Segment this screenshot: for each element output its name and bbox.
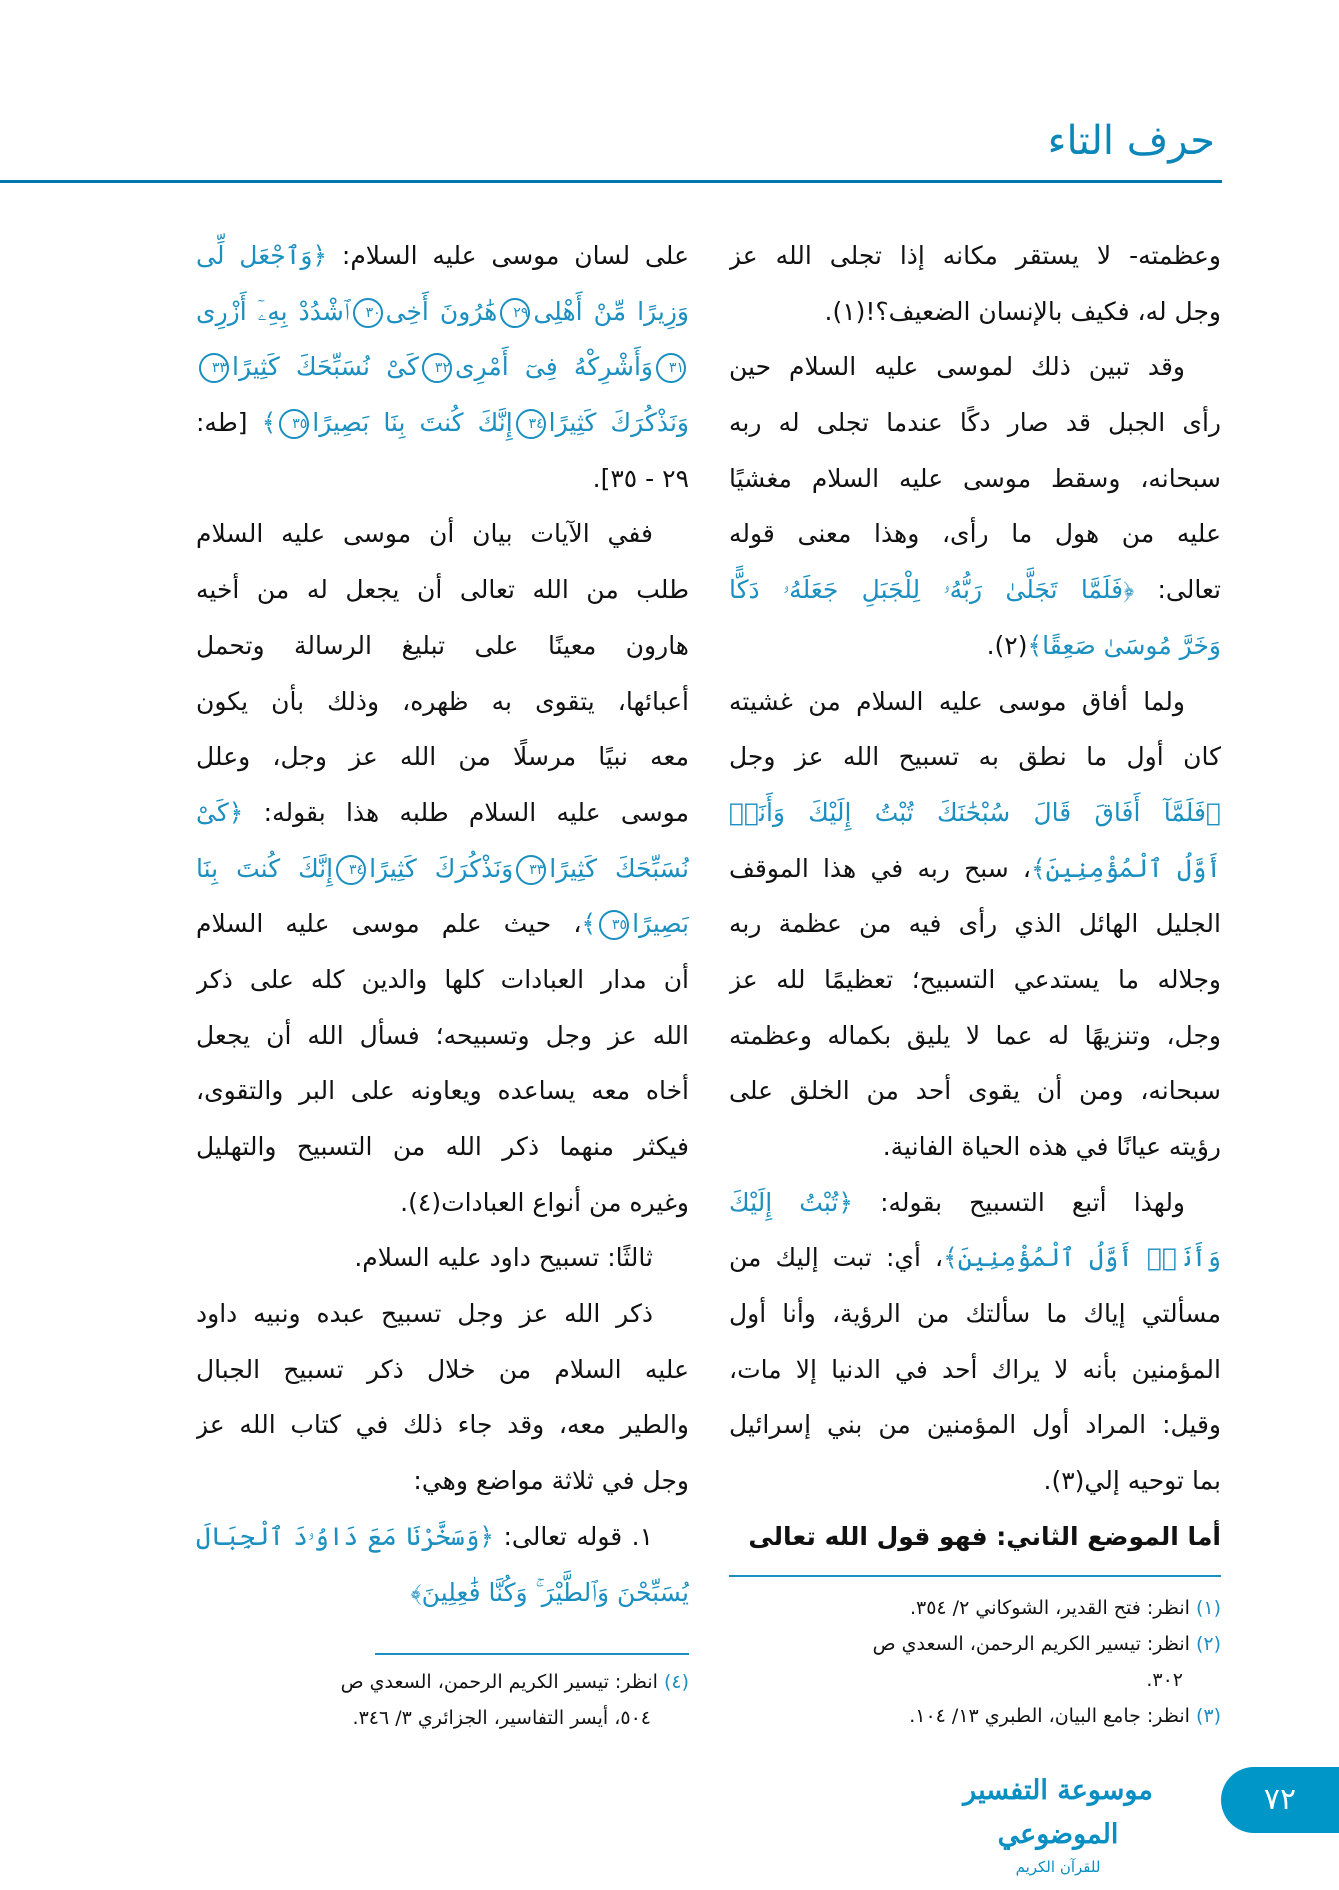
verse-number-marker: ٣٤ — [336, 855, 366, 885]
body-text: ، أي: تبت إليك من — [729, 1243, 944, 1273]
quran-verse: ﴿كَىْ — [196, 797, 244, 827]
body-text: وجل، وتنزيهًا له عما لا يليق بكماله وعظمته — [729, 1020, 1221, 1050]
footnote-line — [729, 1662, 1221, 1698]
paragraph — [729, 339, 1221, 673]
paragraph — [196, 1230, 689, 1286]
text-line — [729, 228, 1221, 284]
footnote-text: ٣٠٢. — [1146, 1669, 1183, 1691]
text-line — [196, 1509, 689, 1565]
body-text: ثالثًا: تسبيح داود عليه السلام. — [354, 1243, 653, 1273]
text-line — [196, 785, 689, 841]
body-text: ففي الآيات بيان أن موسى عليه السلام — [196, 519, 653, 549]
body-text: وجل له، فكيف بالإنسان الضعيف؟!(١). — [824, 296, 1221, 326]
paragraph — [196, 506, 689, 1230]
text-line — [196, 1286, 689, 1342]
quran-verse: يُسَبِّحْنَ وَٱلطَّيْرَ ۚ وَكُنَّا فَٰعِلِينَ﴾ — [410, 1577, 689, 1607]
body-text: ٢٩ - ٣٥]. — [592, 463, 689, 493]
page-number: ٧٢ — [1221, 1767, 1339, 1833]
body-text: ، سبح ربه في هذا الموقف — [729, 853, 1031, 883]
body-text: الله عز وجل وتسبيحه؛ فسأل الله أن يجعل — [196, 1020, 689, 1050]
body-text: معه نبيًا مرسلًا من الله عز وجل، وعلل — [196, 742, 689, 772]
body-text: وقيل: المراد أول المؤمنين من بني إسرائيل — [729, 1410, 1221, 1440]
paragraph — [729, 1175, 1221, 1509]
verse-number-marker: ٣٥ — [599, 910, 629, 940]
body-text: وجلاله ما يستدعي التسبيح؛ تعظيمًا لله عز — [729, 964, 1221, 994]
footnote-line — [729, 1626, 1221, 1662]
left-column — [196, 228, 689, 1620]
quran-verse: ﴾ — [581, 909, 597, 939]
verse-number-marker: ٣٠ — [353, 298, 383, 328]
body-text: سبحانه، ومن أن يقوى أحد من الخلق على — [729, 1076, 1221, 1106]
text-line — [729, 1286, 1221, 1342]
paragraph — [196, 1509, 689, 1620]
text-line — [196, 1453, 689, 1509]
text-line — [196, 562, 689, 618]
verse-number-marker: ٣٢ — [422, 353, 452, 383]
body-text: ولما أفاق موسى عليه السلام من غشيته — [729, 686, 1185, 716]
text-line — [196, 284, 689, 340]
text-line — [196, 674, 689, 730]
verse-number-marker: ٣٣ — [199, 353, 229, 383]
body-text: مسألتي إياك ما سألتك من الرؤية، وأنا أول — [729, 1299, 1221, 1329]
text-line — [729, 841, 1221, 897]
footnote-text: انظر: فتح القدير، الشوكاني ٢/ ٣٥٤. — [909, 1597, 1190, 1619]
text-line — [196, 618, 689, 674]
text-line — [729, 1008, 1221, 1064]
body-text: أن مدار العبادات كلها والدين كله على ذكر — [196, 964, 689, 994]
text-line — [196, 1342, 689, 1398]
footnote-divider-right — [729, 1575, 1221, 1577]
body-text: [طه: — [196, 408, 262, 438]
quran-verse: ٱشْدُدْ بِهِۦٓ أَزْرِى — [196, 296, 350, 326]
body-text: ، حيث علم موسى عليه السلام — [196, 909, 582, 939]
text-line — [729, 1230, 1221, 1286]
body-text: أعبائها، يتقوى به ظهره، وذلك بأن يكون — [196, 686, 689, 716]
text-line — [729, 1063, 1221, 1119]
body-text: طلب من الله تعالى أن يجعل له من أخيه — [196, 575, 689, 605]
text-line — [196, 1119, 689, 1175]
text-line — [196, 339, 689, 395]
logo-subtitle: للقرآن الكريم — [1015, 1858, 1101, 1876]
body-text: (٢). — [986, 630, 1028, 660]
text-line — [729, 562, 1221, 618]
footnote-text: انظر: تيسير الكريم الرحمن، السعدي ص — [872, 1633, 1190, 1655]
text-line — [196, 1397, 689, 1453]
quran-verse: كَىْ نُسَبِّحَكَ كَثِيرًا — [232, 352, 419, 382]
footnote-text: انظر: تيسير الكريم الرحمن، السعدي ص — [340, 1671, 658, 1693]
body-text: هارون معينًا على تبليغ الرسالة وتحمل — [196, 630, 689, 660]
quran-verse: وَأَنَا۠ أَوَّلُ ٱلْمُؤْمِنِينَ﴾ — [943, 1243, 1221, 1273]
body-text: وجل في ثلاثة مواضع وهي: — [413, 1466, 689, 1496]
body-text: أخاه معه يساعده ويعاونه على البر والتقوى، — [196, 1076, 689, 1106]
quran-verse: هَٰرُونَ أَخِى — [385, 296, 498, 326]
body-text: سبحانه، وسقط موسى عليه السلام مغشيًا — [729, 463, 1221, 493]
body-text: وعظمته- لا يستقر مكانه إذا تجلى الله عز — [729, 241, 1221, 270]
text-line — [729, 1119, 1221, 1175]
paragraph — [729, 674, 1221, 1175]
text-line — [729, 1175, 1221, 1231]
quran-verse: ﴿وَٱجْعَل لِّى — [196, 241, 328, 270]
body-text: رؤيته عيانًا في هذه الحياة الفانية. — [882, 1132, 1221, 1161]
quran-verse: إِنَّكَ كُنتَ بِنَا بَصِيرًا — [312, 408, 513, 438]
text-line — [729, 1397, 1221, 1453]
footnote-divider-left — [375, 1653, 689, 1655]
quran-verse: نُسَبِّحَكَ كَثِيرًا — [549, 853, 689, 883]
text-line — [729, 451, 1221, 507]
quran-verse: ﴿وَسَخَّرْنَا مَعَ دَاوُۥدَ ٱلْجِبَالَ — [196, 1521, 495, 1551]
body-text: ذكر الله عز وجل تسبيح عبده ونبيه داود — [196, 1299, 653, 1329]
text-line — [196, 952, 689, 1008]
header-divider — [0, 180, 1222, 183]
footnote-marker: (١) — [1195, 1597, 1221, 1619]
text-line — [729, 952, 1221, 1008]
quran-verse: وَنَذْكُرَكَ كَثِيرًا — [548, 408, 689, 438]
encyclopedia-logo — [934, 1769, 1182, 1876]
footnote-marker: (٣) — [1195, 1705, 1221, 1727]
quran-verse: ﴿تُبْتُ إِلَيْكَ — [729, 1187, 853, 1217]
paragraph — [196, 1286, 689, 1509]
footnote-text: ٥٠٤، أيسر التفاسير، الجزائري ٣/ ٣٤٦. — [352, 1707, 651, 1729]
text-line — [196, 1230, 689, 1286]
verse-number-marker: ٣٥ — [279, 409, 309, 439]
text-line — [729, 395, 1221, 451]
quran-verse: ﴿فَلَمَّآ أَفَاقَ قَالَ سُبْحَٰنَكَ تُبْتُ إِلَيْكَ وَأَنَا۠ — [729, 797, 1221, 827]
verse-number-marker: ٣٤ — [516, 409, 546, 439]
body-text: فيكثر منهما ذكر الله من التسبيح والتهليل — [196, 1132, 689, 1161]
body-text: موسى عليه السلام طلبه هذا بقوله: — [243, 797, 689, 827]
text-line — [196, 841, 689, 897]
text-line — [196, 729, 689, 785]
paragraph — [196, 228, 689, 506]
footnote-marker: (٢) — [1195, 1633, 1221, 1655]
paragraph — [729, 228, 1221, 339]
text-line — [196, 1175, 689, 1231]
body-text: كان أول ما نطق به تسبيح الله عز وجل — [729, 742, 1221, 772]
footnote-text: انظر: جامع البيان، الطبري ١٣/ ١٠٤. — [909, 1705, 1190, 1727]
body-text: وقد تبين ذلك لموسى عليه السلام حين — [729, 352, 1185, 382]
text-line — [729, 785, 1221, 841]
footnote-line — [729, 1698, 1221, 1734]
footnote-line — [729, 1590, 1221, 1626]
footnote-marker: (٤) — [663, 1671, 689, 1693]
text-line — [196, 1008, 689, 1064]
body-text: تعالى: — [1134, 575, 1221, 605]
quran-verse: أَوَّلُ ٱلْمُؤْمِنِينَ﴾ — [1031, 853, 1221, 883]
text-line — [729, 674, 1221, 730]
verse-number-marker: ٢٩ — [500, 298, 530, 328]
text-line — [196, 896, 689, 952]
quran-verse: وَنَذْكُرَكَ كَثِيرًا — [369, 853, 514, 883]
body-text: وغيره من أنواع العبادات(٤). — [400, 1187, 689, 1217]
footnote-line — [196, 1664, 689, 1700]
quran-verse: إِنَّكَ كُنتَ بِنَا — [196, 853, 334, 883]
text-line — [729, 506, 1221, 562]
logo-title: موسوعة التفسير الموضوعي — [963, 1775, 1153, 1850]
quran-verse: وَزِيرًا مِّنْ أَهْلِى — [533, 296, 689, 326]
footnotes-right — [729, 1590, 1221, 1734]
text-line — [729, 1342, 1221, 1398]
text-line — [196, 395, 689, 451]
body-text: أما الموضع الثاني: فهو قول الله تعالى — [748, 1521, 1221, 1551]
text-line — [729, 618, 1221, 674]
quran-verse: بَصِيرًا — [632, 909, 689, 939]
body-text: عليه السلام من خلال ذكر تسبيح الجبال — [196, 1354, 689, 1384]
text-line — [729, 1509, 1221, 1565]
paragraph — [729, 1509, 1221, 1565]
text-line — [729, 729, 1221, 785]
footnotes-left — [196, 1664, 689, 1736]
verse-number-marker: ٣٣ — [516, 855, 546, 885]
body-text: بما توحيه إلي(٣). — [1043, 1466, 1221, 1496]
body-text: رأى الجبل قد صار دكًا عندما تجلى له ربه — [729, 408, 1221, 438]
text-line — [729, 284, 1221, 340]
quran-verse: ﴿فَلَمَّا تَجَلَّىٰ رَبُّهُۥ لِلْجَبَلِ جَعَلَهُۥ دَكًّا — [729, 575, 1135, 605]
body-text: المؤمنين بأنه لا يراك أحد في الدنيا إلا مات، — [729, 1354, 1221, 1384]
body-text: والطير معه، وقد جاء ذلك في كتاب الله عز — [196, 1410, 689, 1440]
quran-verse: وَأَشْرِكْهُ فِىٓ أَمْرِى — [454, 352, 653, 382]
quran-verse: ﴾ — [261, 408, 277, 438]
text-line — [196, 228, 689, 284]
body-text: ١. قوله تعالى: — [494, 1521, 654, 1551]
body-text: على لسان موسى عليه السلام: — [327, 241, 689, 270]
body-text: عليه من هول ما رأى، وهذا معنى قوله — [729, 519, 1221, 549]
text-line — [196, 1063, 689, 1119]
text-line — [196, 451, 689, 507]
footnote-line — [196, 1700, 689, 1736]
quran-verse: وَخَرَّ مُوسَىٰ صَعِقًا﴾ — [1027, 630, 1221, 660]
text-line — [196, 1565, 689, 1621]
text-line — [196, 506, 689, 562]
right-column — [729, 228, 1221, 1565]
verse-number-marker: ٣١ — [656, 353, 686, 383]
body-text: الجليل الهائل الذي رأى فيه من عظمة ربه — [729, 909, 1221, 939]
text-line — [729, 1453, 1221, 1509]
text-line — [729, 339, 1221, 395]
body-text: ولهذا أتبع التسبيح بقوله: — [852, 1187, 1186, 1217]
chapter-title: حرف التاء — [1047, 118, 1215, 164]
text-line — [729, 896, 1221, 952]
